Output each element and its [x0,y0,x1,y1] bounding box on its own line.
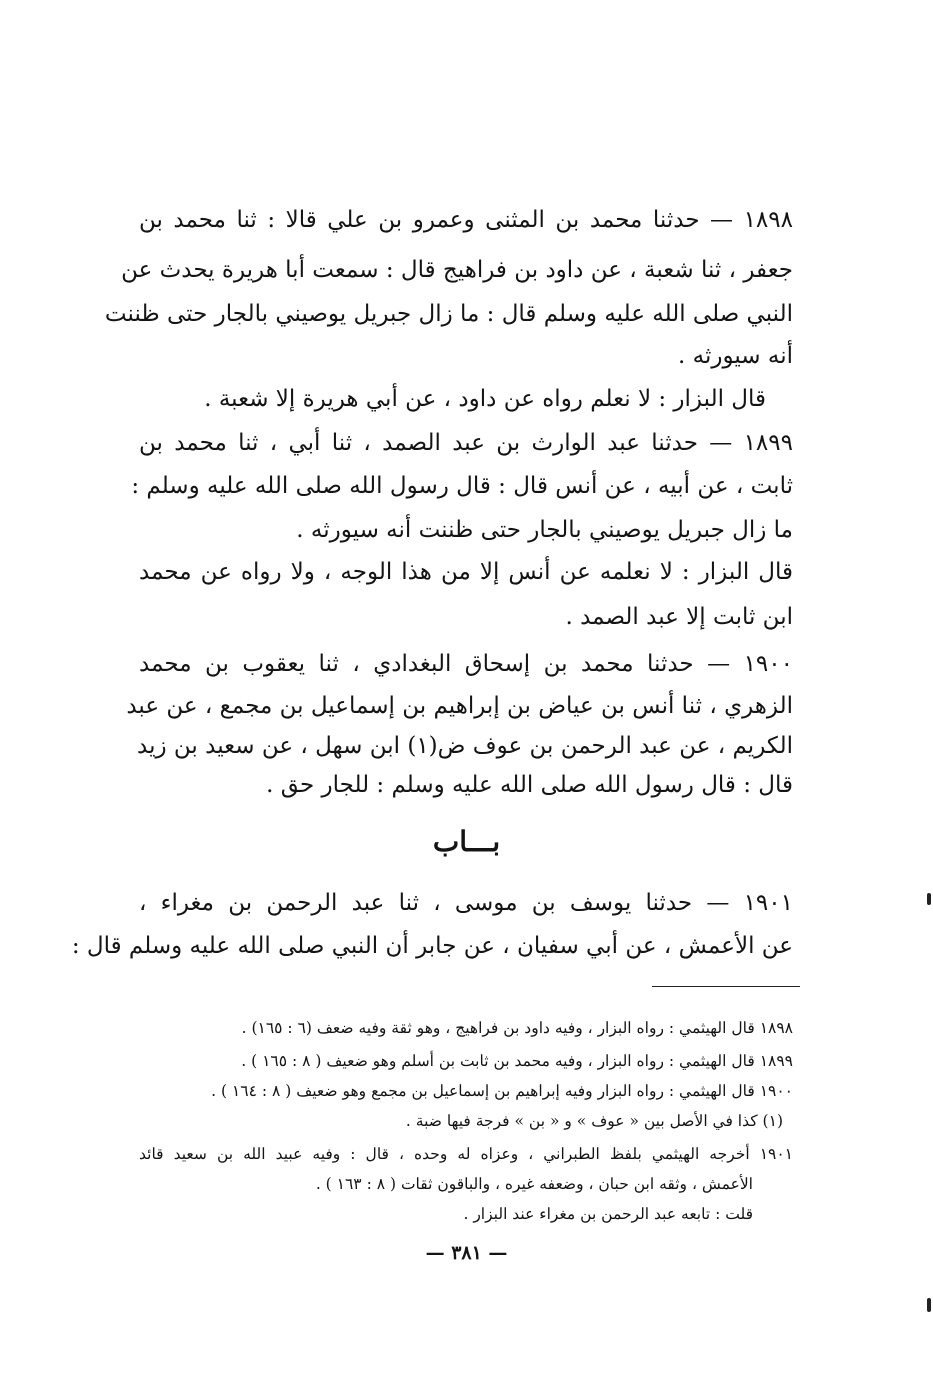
comment-1898-line-1: قال البزار : لا نعلم رواه عن داود ، عن أبي هريرة إلا شعبة . [204,386,766,412]
hadith-1898-line-4: أنه سيورثه . [678,343,793,369]
hadith-1898-line-1: ١٨٩٨ — حدثنا محمد بن المثنى وعمرو بن علي قالا : ثنا محمد بن [139,207,793,233]
footnote-1901-line-1: ١٩٠١ أخرجه الهيثمي بلفظ الطبراني ، وعزاه له وحده ، قال : وفيه عبيد الله بن سعيد قائد [139,1145,793,1163]
hadith-1900-line-2: الزهري ، ثنا أنس بن عياض بن إبراهيم بن إسماعيل بن مجمع ، عن عبد [126,693,793,719]
hadith-1898-line-3: النبي صلى الله عليه وسلم قال : ما زال جبريل يوصيني بالجار حتى ظننت [104,301,793,327]
hadith-1898-line-2: جعفر ، ثنا شعبة ، عن داود بن فراهيج قال : سمعت أبا هريرة يحدث عن [121,257,793,283]
comment-1899-line-1: قال البزار : لا نعلمه عن أنس إلا من هذا الوجه ، ولا رواه عن محمد [139,559,793,585]
scan-edge-mark [927,893,931,905]
footnote-1900: ١٩٠٠ قال الهيثمي : رواه البزار وفيه إبراهيم بن إسماعيل بن مجمع وهو ضعيف ( ٨ : ١٦٤ ) . [211,1082,793,1100]
hadith-1900-line-1: ١٩٠٠ — حدثنا محمد بن إسحاق البغدادي ، ثنا يعقوب بن محمد [139,651,793,677]
footnote-note-1: (١) كذا في الأصل بين « عوف » و « بن » فرجة فيها ضبة . [405,1112,783,1130]
hadith-1900-line-4: قال : قال رسول الله صلى الله عليه وسلم : للجار حق . [266,772,793,798]
comment-1899-line-2: ابن ثابت إلا عبد الصمد . [565,604,793,630]
hadith-1901-line-2: عن الأعمش ، عن أبي سفيان ، عن جابر أن النبي صلى الله عليه وسلم قال : [71,933,793,959]
scan-edge-mark [927,1298,931,1312]
hadith-1899-line-2: ثابت ، عن أبيه ، عن أنس قال : قال رسول الله صلى الله عليه وسلم : [131,473,793,499]
footnote-1901-line-2: الأعمش ، وثقه ابن حبان ، وضعفه غيره ، والباقون ثقات ( ٨ : ١٦٣ ) . [315,1175,753,1193]
hadith-1900-line-3: الكريم ، عن عبد الرحمن بن عوف ض(١) ابن سهل ، عن سعيد بن زيد [137,733,793,759]
hadith-1901-line-1: ١٩٠١ — حدثنا يوسف بن موسى ، ثنا عبد الرحمن بن مغراء ، [139,890,793,916]
hadith-1899-line-3: ما زال جبريل يوصيني بالجار حتى ظننت أنه سيورثه . [296,517,793,543]
page-number: — ٣٨١ — [425,1242,508,1264]
hadith-1899-line-1: ١٨٩٩ — حدثنا عبد الوارث بن عبد الصمد ، ثنا أبي ، ثنا محمد بن [139,430,793,456]
footnote-1901-line-3: قلت : تابعه عبد الرحمن بن مغراء عند البزار . [463,1205,753,1223]
footnote-1898: ١٨٩٨ قال الهيثمي : رواه البزار ، وفيه داود بن فراهيج ، وهو ثقة وفيه ضعف (٦ : ١٦٥) . [241,1019,793,1037]
footnote-1899: ١٨٩٩ قال الهيثمي : رواه البزار ، وفيه محمد بن ثابت بن أسلم وهو ضعيف ( ٨ : ١٦٥ ) . [241,1052,793,1070]
footnote-separator [652,986,800,987]
section-heading: بـــاب [432,825,501,858]
